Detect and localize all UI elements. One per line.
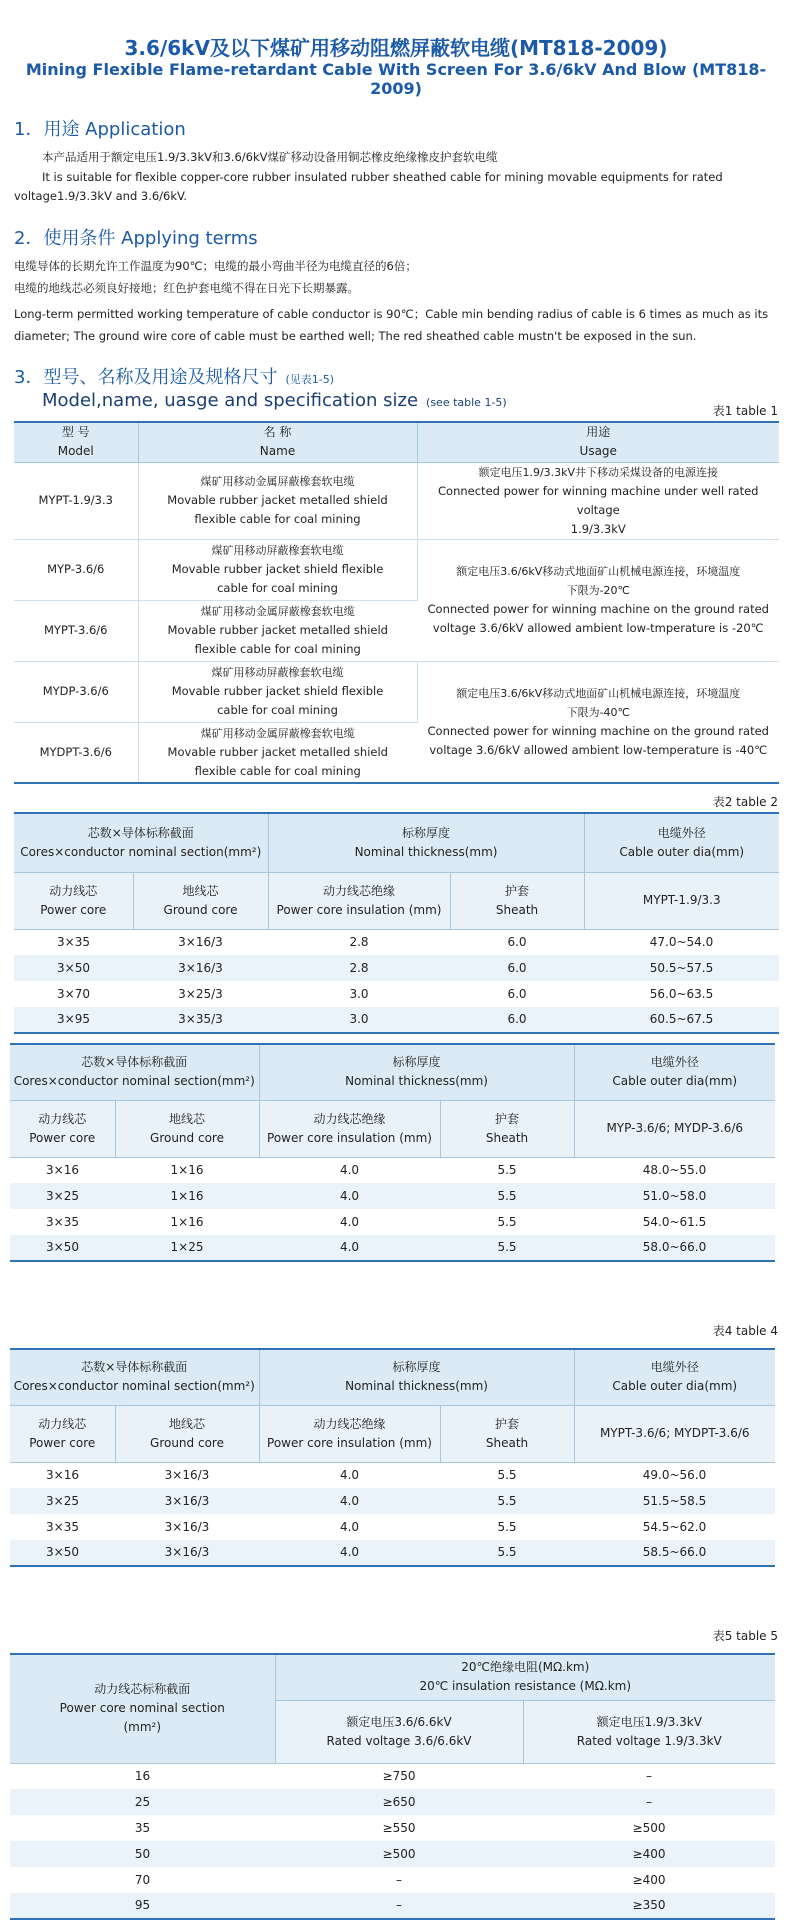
cell: 3×25 — [10, 1183, 115, 1209]
t1-name-en1: Movable rubber jacket metalled shield — [167, 744, 388, 759]
cell: 5.5 — [497, 1162, 517, 1177]
cell: 3×35/3 — [133, 1007, 268, 1033]
cell: 3×16/3 — [133, 955, 268, 981]
cell: 48.0~55.0 — [642, 1162, 707, 1177]
t1-model: MYPT-3.6/6 — [14, 600, 138, 661]
t1-usage3-cn: 额定电压3.6/6kV移动式地面矿山机械电源连接，环境温度 — [456, 686, 741, 700]
t5-h-v1-cn: 额定电压3.6/6.6kV — [346, 1714, 452, 1729]
cell: 6.0 — [507, 934, 527, 949]
t4-h-thick-cn: 标称厚度 — [392, 1360, 441, 1375]
section-3-note-cn: (见表1-5) — [285, 373, 335, 386]
t1-name-en1: Movable rubber jacket shield flexible — [171, 562, 384, 576]
t2-h-dia-cn: 电缆外径 — [657, 825, 706, 840]
t2-h-thick-en: Nominal thickness(mm) — [354, 844, 498, 859]
t1-usage-2 — [417, 539, 779, 661]
t3-h-ground-cn: 地线芯 — [168, 1111, 205, 1126]
t3-h-power-cn: 动力线芯 — [38, 1111, 87, 1126]
t4-h-sheath — [440, 1405, 574, 1462]
section-1-text-en: It is suitable for flexible copper-core rubber insulated rubber sheathed cable for mining movable equipments for rated voltage1.9/3.3kV and 3.6/6kV. — [14, 170, 723, 203]
t5-h-section-en: Power core nominal section — [59, 1701, 225, 1716]
table-row — [14, 981, 779, 1007]
section-2-text-en: Long-term permitted working temperature of cable conductor is 90℃；Cable min bending radius of cable is 6 times as much as its diameter; The ground wire core of cable must be earthed well; The red sheathed cable mustn't be exposed in the sun. — [14, 307, 769, 343]
t5-h-section-cn: 动力线芯标称截面 — [94, 1682, 191, 1697]
t1-name-cn: 煤矿用移动金属屏蔽橡套软电缆 — [200, 726, 355, 740]
t1-h-usage-en: Usage — [579, 444, 617, 459]
cell: 58.5~66.0 — [574, 1540, 775, 1566]
cell: 3×35 — [46, 1519, 79, 1534]
t1-usage2-cn1: 额定电压3.6/6kV移动式地面矿山机械电源连接，环境温度 — [456, 565, 741, 578]
cell: 4.0 — [339, 1214, 360, 1229]
t5-h-res-en: 20℃ insulation resistance (MΩ.km) — [419, 1679, 632, 1694]
cell: 3×50 — [10, 1540, 115, 1566]
t4-h-dia-cn: 电缆外径 — [650, 1360, 699, 1375]
section-3-heading-en — [42, 390, 507, 411]
t3-h-ground-en: Ground core — [150, 1130, 224, 1145]
t1-name — [138, 722, 417, 783]
t1-name — [138, 462, 417, 539]
t4-h-cores — [10, 1349, 259, 1405]
table-row — [10, 1157, 775, 1183]
table-row — [10, 1488, 775, 1514]
cell: 1×16 — [115, 1183, 259, 1209]
cell: 3×16/3 — [164, 1519, 210, 1534]
t3-h-dia-model: MYP-3.6/6; MYDP-3.6/6 — [574, 1100, 775, 1157]
cell: – — [523, 1789, 775, 1815]
t4-h-sheath-en: Sheath — [485, 1435, 529, 1450]
cell: 3×35 — [57, 934, 90, 949]
cell: 5.5 — [497, 1214, 517, 1229]
cell: 5.5 — [440, 1540, 574, 1566]
t4-h-ins — [259, 1405, 440, 1462]
t1-usage2-en2: voltage 3.6/6kV allowed ambient low-tmperature is -20℃ — [432, 621, 764, 635]
t1-name-en1: Movable rubber jacket metalled shield — [167, 493, 388, 507]
t2-h-dia-model: MYPT-1.9/3.3 — [584, 872, 779, 929]
t1-name-en2: flexible cable for coal mining — [194, 763, 361, 778]
t3-h-sheath-en: Sheath — [485, 1130, 529, 1145]
cell: 58.0~66.0 — [574, 1235, 775, 1261]
cell: 3×50 — [10, 1235, 115, 1261]
table-row — [14, 661, 779, 722]
section-2-heading: 2．使用条件 Applying terms — [14, 228, 258, 249]
section-3-note-en: (see table 1-5) — [426, 396, 507, 409]
t4-h-power — [10, 1405, 115, 1462]
t4-h-thick-en: Nominal thickness(mm) — [345, 1379, 488, 1394]
t1-usage2-cn2: 下限为-20℃ — [566, 584, 630, 597]
t2-h-ground — [133, 872, 268, 929]
table-4 — [10, 1348, 775, 1567]
t2-h-dia — [584, 813, 779, 872]
t1-name — [138, 539, 417, 600]
t3-h-dia-en: Cable outer dia(mm) — [612, 1074, 738, 1089]
table-row — [14, 539, 779, 600]
t2-h-ground-cn: 地线芯 — [182, 883, 219, 898]
t1-name-en2: flexible cable for coal mining — [194, 642, 361, 656]
t1-usage1-en2: 1.9/3.3kV — [570, 521, 626, 536]
table-row — [10, 1235, 775, 1261]
table-row — [10, 1841, 775, 1867]
cell: 4.0 — [259, 1488, 440, 1514]
cell: 35 — [134, 1820, 151, 1835]
t5-h-v1-en: Rated voltage 3.6/6.6kV — [326, 1733, 472, 1748]
t3-h-ins-cn: 动力线芯绝缘 — [313, 1111, 386, 1126]
cell: ≥500 — [275, 1841, 523, 1867]
table-row — [10, 1815, 775, 1841]
t2-h-ins-en: Power core insulation (mm) — [276, 902, 442, 917]
cell: 50.5~57.5 — [584, 955, 779, 981]
t3-h-ins — [259, 1100, 440, 1157]
cell: 6.0 — [450, 955, 584, 981]
t5-h-v1 — [275, 1700, 523, 1763]
section-2-text-cn-2: 电缆的地线芯必须良好接地；红色护套电缆不得在日光下长期暴露。 — [14, 281, 359, 295]
cell: 3×16/3 — [115, 1540, 259, 1566]
cell: 4.0 — [259, 1183, 440, 1209]
t4-h-sheath-cn: 护套 — [494, 1416, 519, 1431]
t2-h-thick — [268, 813, 584, 872]
t2-h-power-cn: 动力线芯 — [49, 883, 98, 898]
t4-h-cores-cn: 芯数×导体标称截面 — [81, 1360, 188, 1375]
cell: 60.5~67.5 — [584, 1007, 779, 1033]
t1-name-en1: Movable rubber jacket metalled shield — [167, 623, 388, 637]
cell: 3.0 — [268, 1007, 450, 1033]
t1-h-name-cn: 名 称 — [263, 425, 292, 440]
t5-h-v2 — [523, 1700, 775, 1763]
section-3-heading-cn — [14, 363, 334, 389]
cell: 25 — [10, 1789, 275, 1815]
section-1-text-cn: 本产品适用于额定电压1.9/3.3kV和3.6/6kV煤矿移动设备用铜芯橡皮绝缘橡皮护套软电缆 — [42, 150, 498, 164]
t1-usage1-en1: Connected power for winning machine under well rated voltage — [438, 483, 759, 517]
cell: 3×16 — [46, 1467, 79, 1482]
cell: 16 — [134, 1768, 151, 1783]
t1-name-cn: 煤矿用移动屏蔽橡套软电缆 — [211, 666, 344, 679]
t4-h-ins-cn: 动力线芯绝缘 — [313, 1416, 386, 1431]
t4-h-ground-en: Ground core — [150, 1435, 224, 1450]
table-row — [14, 955, 779, 981]
t1-name-en2: cable for coal mining — [217, 581, 338, 595]
t1-model: MYDP-3.6/6 — [14, 661, 138, 722]
t1-model: MYDPT-3.6/6 — [14, 722, 138, 783]
t1-usage3-en1: Connected power for winning machine on the ground rated — [427, 723, 769, 738]
t1-name-cn: 煤矿用移动金属屏蔽橡套软电缆 — [200, 475, 355, 488]
table-3 — [10, 1043, 775, 1262]
section-1-heading: 1．用途 Application — [14, 119, 186, 140]
t1-name-en1: Movable rubber jacket shield flexible — [171, 684, 384, 698]
cell: 49.0~56.0 — [642, 1467, 707, 1482]
table-row — [10, 1789, 775, 1815]
cell: ≥500 — [632, 1820, 666, 1835]
t1-h-name-en: Name — [259, 444, 296, 459]
cell: 70 — [134, 1872, 151, 1887]
t3-h-ground — [115, 1100, 259, 1157]
t1-header-name — [138, 422, 417, 462]
section-2-text-cn-1: 电缆导体的长期允许工作温度为90℃；电缆的最小弯曲半径为电缆直径的6倍； — [14, 259, 417, 273]
t4-h-dia — [574, 1349, 775, 1405]
t3-h-cores-en: Cores×conductor nominal section(mm²) — [13, 1074, 255, 1089]
t5-h-section-unit: (mm²) — [123, 1720, 162, 1735]
cell: 1×25 — [115, 1235, 259, 1261]
t4-h-ground — [115, 1405, 259, 1462]
section-3-title-cn: 3．型号、名称及用途及规格尺寸 — [14, 367, 278, 388]
table-1 — [14, 421, 779, 784]
table-row — [10, 1462, 775, 1488]
table-row — [10, 1514, 775, 1540]
cell: 4.0 — [259, 1235, 440, 1261]
cell: 3×16 — [46, 1162, 79, 1177]
t2-h-sheath-cn: 护套 — [504, 883, 529, 898]
cell: 2.8 — [349, 934, 369, 949]
t3-h-dia-cn: 电缆外径 — [650, 1055, 699, 1070]
page-title-cn: 3.6/6kV及以下煤矿用移动阻燃屏蔽软电缆(MT818-2009) — [124, 36, 668, 60]
t1-name-cn: 煤矿用移动金属屏蔽橡套软电缆 — [200, 605, 355, 618]
table-row — [14, 929, 779, 955]
cell: 6.0 — [450, 1007, 584, 1033]
table-row — [10, 1540, 775, 1566]
cell: 4.0 — [339, 1519, 360, 1534]
cell: ≥400 — [523, 1841, 775, 1867]
t4-h-power-en: Power core — [29, 1435, 96, 1450]
cell: – — [396, 1872, 402, 1887]
t2-h-power-en: Power core — [40, 902, 107, 917]
table-2 — [14, 812, 779, 1034]
t2-h-ins-cn: 动力线芯绝缘 — [322, 883, 395, 898]
table-2-caption: 表2 table 2 — [712, 795, 778, 809]
t1-h-model-cn: 型 号 — [61, 425, 90, 440]
t1-name — [138, 600, 417, 661]
t3-h-thick-en: Nominal thickness(mm) — [345, 1074, 488, 1089]
t1-usage3-en2: voltage 3.6/6kV allowed ambient low-temperature is -40℃ — [429, 742, 768, 757]
t2-h-sheath-en: Sheath — [495, 902, 539, 917]
cell: ≥750 — [382, 1768, 416, 1783]
cell: 3×25 — [10, 1488, 115, 1514]
cell: 3×95 — [14, 1007, 133, 1033]
t1-header-usage — [417, 422, 779, 462]
t1-header-model — [14, 422, 138, 462]
cell: 4.0 — [339, 1467, 360, 1482]
cell: 5.5 — [440, 1488, 574, 1514]
t4-h-thick — [259, 1349, 574, 1405]
cell: ≥400 — [632, 1872, 666, 1887]
t1-model: MYP-3.6/6 — [14, 539, 138, 600]
cell: 5.5 — [440, 1183, 574, 1209]
table-row — [10, 1893, 775, 1919]
t5-h-section — [10, 1654, 275, 1763]
cell: 3×70 — [57, 986, 90, 1001]
t1-usage3-cn2: 下限为-40℃ — [566, 705, 630, 719]
t1-usage1-cn: 额定电压1.9/3.3kV井下移动采煤设备的电源连接 — [478, 465, 719, 479]
cell: – — [646, 1768, 652, 1783]
cell: 5.5 — [440, 1235, 574, 1261]
t1-h-usage-cn: 用途 — [586, 425, 611, 440]
cell: 5.5 — [497, 1519, 517, 1534]
cell: ≥650 — [275, 1789, 523, 1815]
t1-name-en2: flexible cable for coal mining — [194, 512, 361, 526]
cell: 56.0~63.5 — [649, 986, 714, 1001]
cell: – — [275, 1893, 523, 1919]
t1-name-cn: 煤矿用移动屏蔽橡套软电缆 — [211, 544, 344, 557]
t3-h-power — [10, 1100, 115, 1157]
cell: 3×25/3 — [178, 986, 223, 1001]
cell: 3.0 — [349, 986, 369, 1001]
t2-h-cores-cn: 芯数×导体标称截面 — [87, 825, 194, 840]
cell: 3×16/3 — [164, 1467, 210, 1482]
cell: 51.5~58.5 — [574, 1488, 775, 1514]
t4-h-ins-en: Power core insulation (mm) — [267, 1435, 432, 1450]
table-row — [10, 1867, 775, 1893]
cell: 3×16/3 — [115, 1488, 259, 1514]
cell: 54.5~62.0 — [642, 1519, 707, 1534]
table-5 — [10, 1653, 775, 1920]
t5-h-res-cn: 20℃绝缘电阻(MΩ.km) — [461, 1660, 590, 1675]
t2-h-ground-en: Ground core — [163, 902, 238, 917]
section-2-text — [14, 255, 779, 347]
table-row — [10, 1183, 775, 1209]
section-1-text — [14, 146, 779, 206]
table-4-caption: 表4 table 4 — [712, 1324, 778, 1338]
page-title-en: Mining Flexible Flame-retardant Cable With Screen For 3.6/6kV And Blow (MT818-2009) — [25, 60, 767, 98]
cell: 1×16 — [170, 1214, 204, 1229]
cell: 47.0~54.0 — [649, 934, 714, 949]
cell: 5.5 — [497, 1467, 517, 1482]
t4-h-cores-en: Cores×conductor nominal section(mm²) — [13, 1379, 255, 1394]
t4-h-dia-en: Cable outer dia(mm) — [612, 1379, 738, 1394]
t3-h-thick-cn: 标称厚度 — [392, 1055, 441, 1070]
table-row — [14, 462, 779, 539]
t3-h-cores — [10, 1044, 259, 1100]
table-row — [14, 1007, 779, 1033]
cell: 95 — [10, 1893, 275, 1919]
t4-h-power-cn: 动力线芯 — [38, 1416, 87, 1431]
cell: 3×50 — [14, 955, 133, 981]
cell: ≥550 — [382, 1820, 416, 1835]
t2-h-sheath — [450, 872, 584, 929]
t1-usage-3 — [417, 661, 779, 783]
cell: 4.0 — [339, 1162, 360, 1177]
t3-h-sheath — [440, 1100, 574, 1157]
t1-name-en2: cable for coal mining — [217, 703, 338, 717]
cell: 3×16/3 — [178, 934, 223, 949]
t3-h-cores-cn: 芯数×导体标称截面 — [81, 1055, 188, 1070]
t3-h-dia — [574, 1044, 775, 1100]
t3-h-sheath-cn: 护套 — [494, 1111, 519, 1126]
t3-h-thick — [259, 1044, 574, 1100]
cell: 54.0~61.5 — [642, 1214, 707, 1229]
t1-name — [138, 661, 417, 722]
cell: 2.8 — [268, 955, 450, 981]
t2-h-power — [14, 872, 133, 929]
table-1-caption: 表1 table 1 — [712, 404, 778, 418]
cell: 6.0 — [507, 986, 527, 1001]
t4-h-dia-model: MYPT-3.6/6; MYDPT-3.6/6 — [574, 1405, 775, 1462]
section-3-title-en: Model,name, uasge and specification size — [42, 390, 419, 411]
t2-h-cores-en: Cores×conductor nominal section(mm²) — [20, 844, 262, 859]
table-row — [10, 1209, 775, 1235]
t3-h-ins-en: Power core insulation (mm) — [267, 1130, 432, 1145]
t5-h-v2-cn: 额定电压1.9/3.3kV — [596, 1714, 702, 1729]
t4-h-ground-cn: 地线芯 — [168, 1416, 205, 1431]
cell: 4.0 — [259, 1540, 440, 1566]
t5-h-v2-en: Rated voltage 1.9/3.3kV — [576, 1733, 722, 1748]
cell: 50 — [10, 1841, 275, 1867]
cell: ≥350 — [523, 1893, 775, 1919]
t2-h-cores — [14, 813, 268, 872]
cell: 3×35 — [46, 1214, 79, 1229]
t1-model: MYPT-1.9/3.3 — [14, 462, 138, 539]
t1-usage2-en1: Connected power for winning machine on the ground rated — [427, 602, 769, 616]
table-5-caption: 表5 table 5 — [712, 1629, 778, 1643]
t2-h-ins — [268, 872, 450, 929]
table-row — [10, 1763, 775, 1789]
t3-h-power-en: Power core — [29, 1130, 96, 1145]
t1-h-model-en: Model — [57, 444, 94, 459]
t1-usage-1 — [417, 462, 779, 539]
t2-h-thick-cn: 标称厚度 — [401, 825, 450, 840]
t2-h-dia-en: Cable outer dia(mm) — [619, 844, 745, 859]
cell: 1×16 — [170, 1162, 204, 1177]
cell: 51.0~58.0 — [574, 1183, 775, 1209]
t5-h-res — [275, 1654, 775, 1700]
